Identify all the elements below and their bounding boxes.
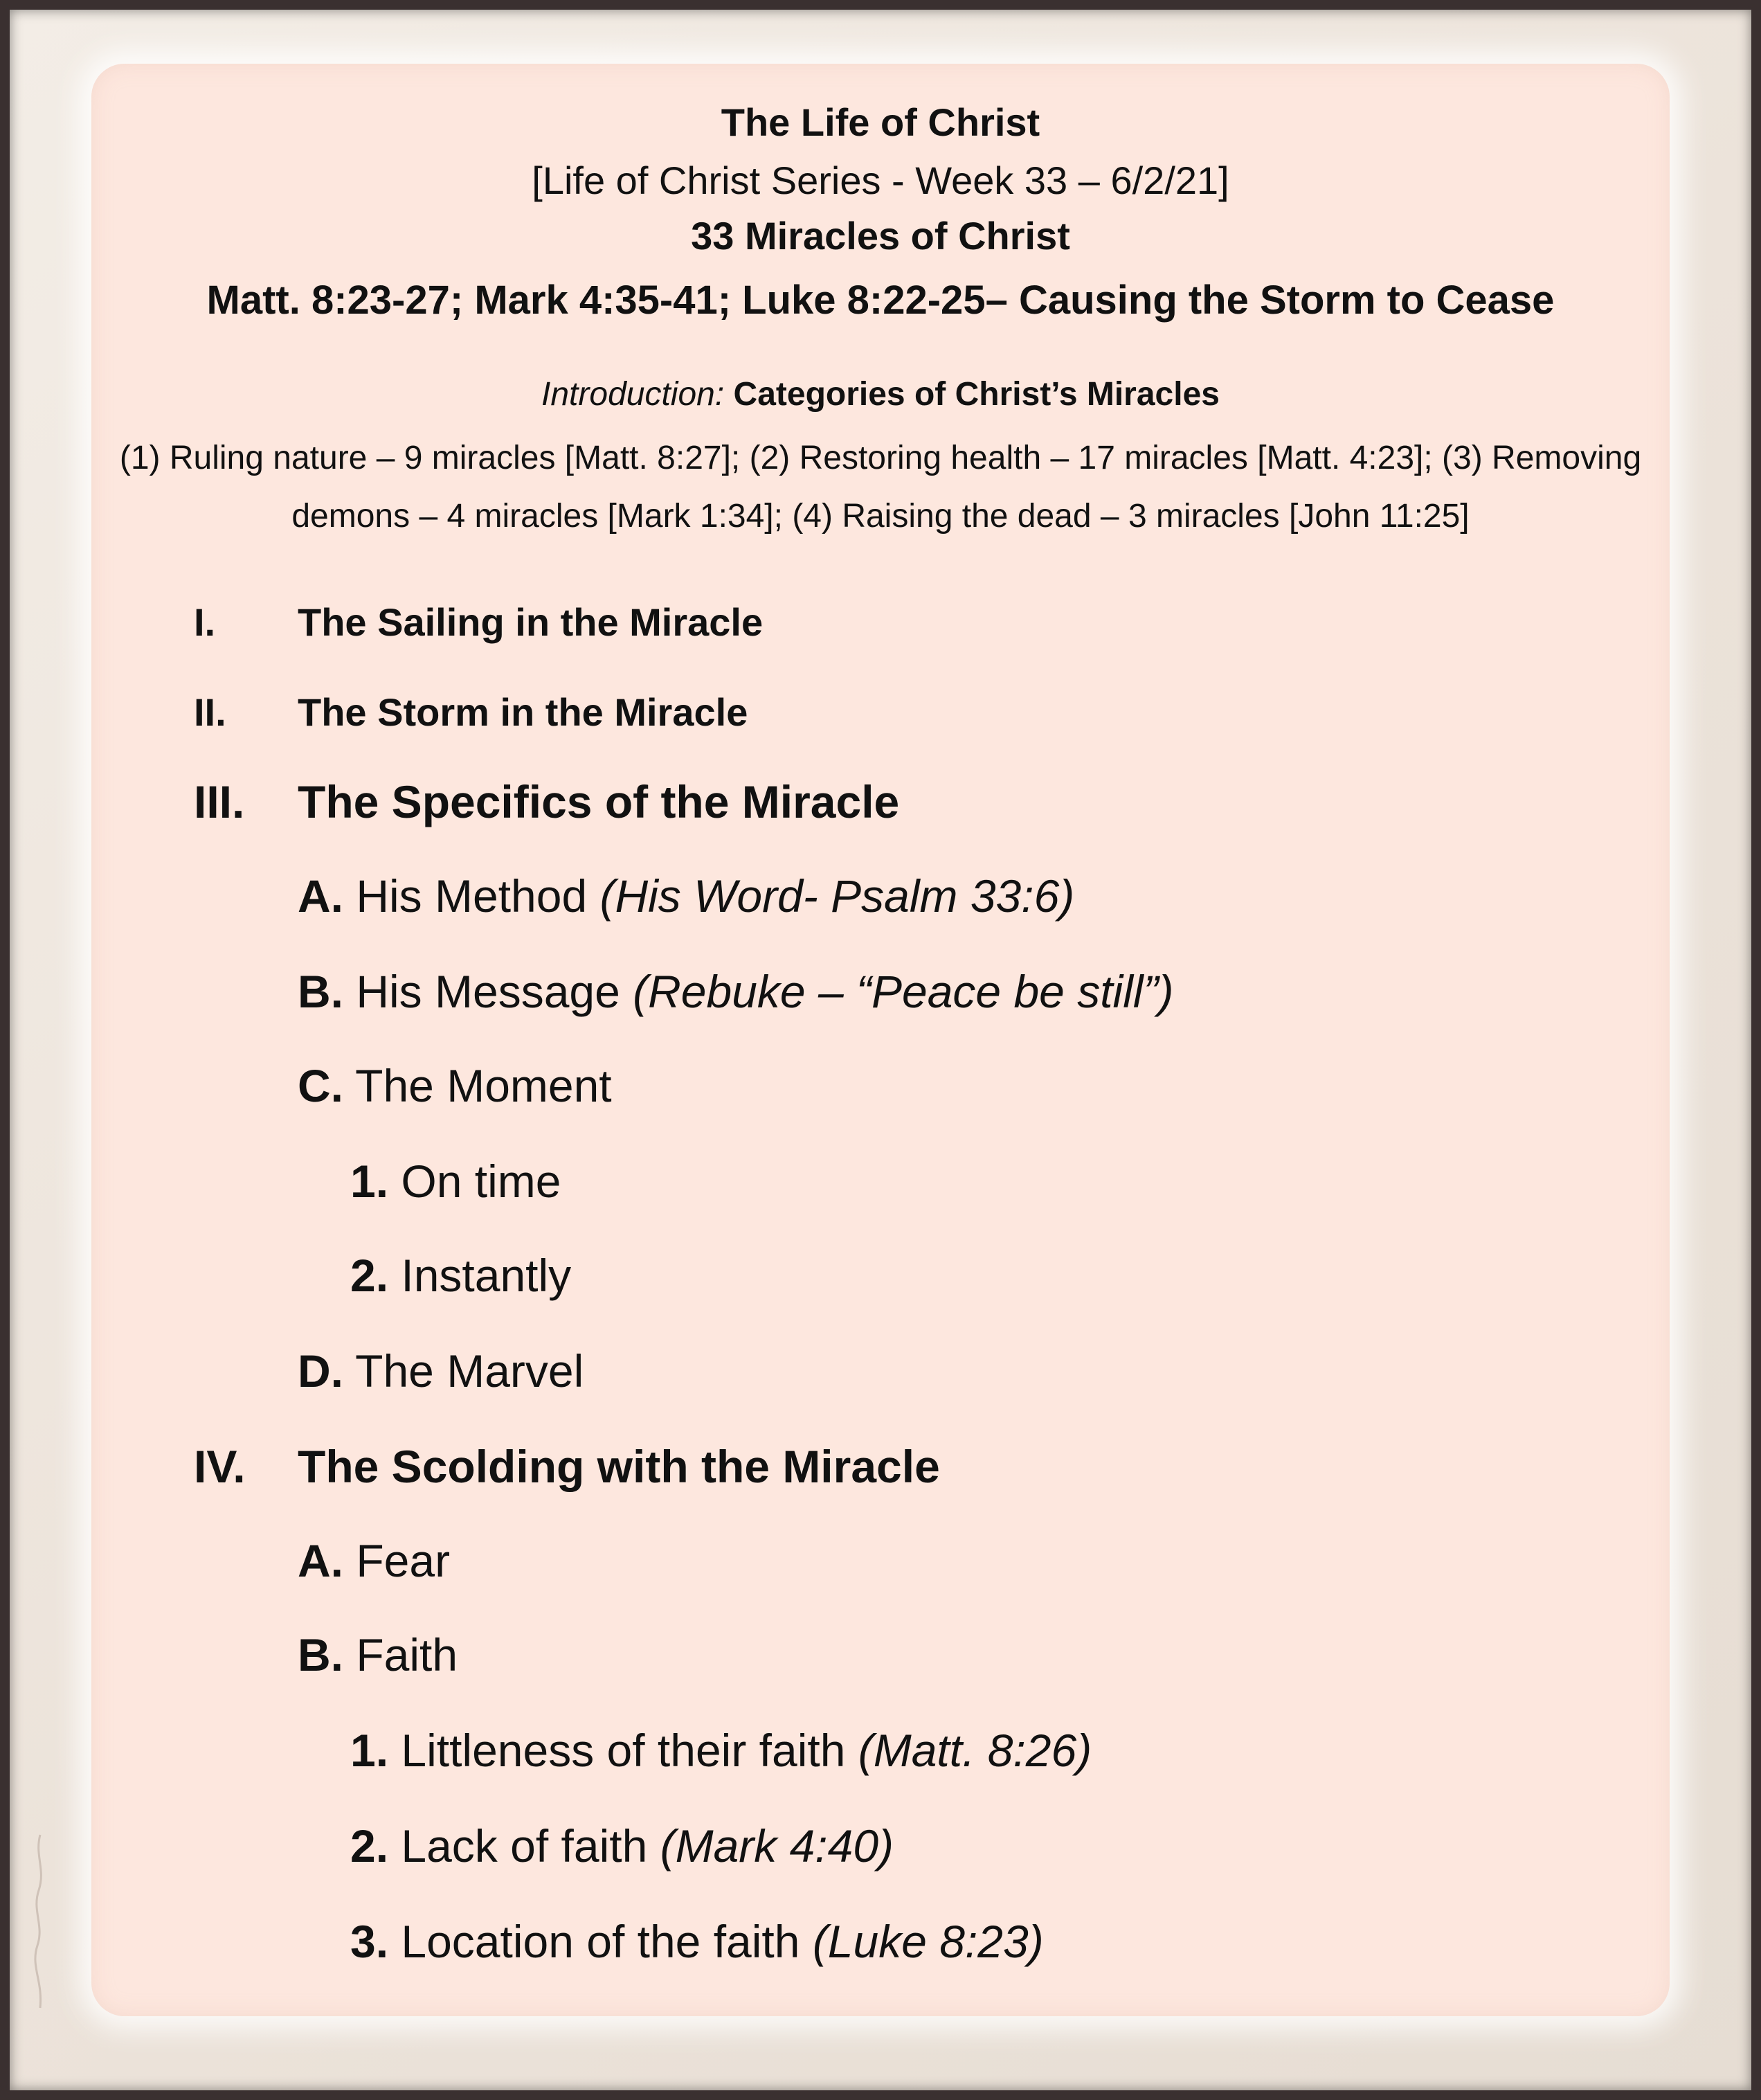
outline-item-iii-c-1	[350, 1155, 561, 1208]
outline-text: Location of the faith	[401, 1916, 813, 1967]
scripture-reference: (Luke 8:23)	[812, 1916, 1044, 1967]
outline-marker: 1.	[350, 1725, 389, 1776]
document-title: The Life of Christ	[721, 100, 1040, 144]
outline-text: The Marvel	[355, 1345, 584, 1397]
outline-marker: A.	[298, 1535, 343, 1586]
outline-text: Littleness of their faith	[401, 1725, 858, 1776]
scripture-reference: (Rebuke – “Peace be still”)	[633, 966, 1174, 1017]
scripture-reference: (Mark 4:40)	[660, 1820, 894, 1872]
outline-marker: III.	[194, 776, 245, 827]
outline-marker: II.	[194, 690, 226, 734]
outline-marker: I.	[194, 600, 216, 644]
outline-item-iv-b-1	[350, 1724, 1092, 1777]
outline-item-iii-d	[298, 1345, 584, 1397]
scripture-reference: (His Word- Psalm 33:6)	[599, 870, 1075, 922]
outline-marker: B.	[298, 966, 343, 1017]
scripture-reference: (Matt. 8:26)	[858, 1725, 1092, 1776]
outline-text: The Storm in the Miracle	[298, 690, 748, 734]
outline-text: Lack of faith	[401, 1820, 660, 1872]
outline-item-iv-b-2	[350, 1820, 894, 1872]
paper-panel	[91, 64, 1670, 2016]
outline-text: The Sailing in the Miracle	[298, 600, 764, 644]
series-line: [Life of Christ Series - Week 33 – 6/2/21]	[532, 159, 1229, 202]
introduction-categories: (1) Ruling nature – 9 miracles [Matt. 8:27]; (2) Restoring health – 17 miracles [Matt. 4:23]; (3) Removing demons – 4 miracles [Mark 1:34]; (4) Raising the dead – 3 miracles [John 11:25]	[119, 440, 1642, 535]
outline-text: On time	[401, 1156, 561, 1207]
outline-item-iii-c-2	[350, 1249, 571, 1302]
outline-text: Instantly	[401, 1250, 572, 1301]
introduction-categories-title: Categories of Christ’s Miracles	[733, 376, 1220, 413]
outline-marker: 3.	[350, 1916, 389, 1967]
outline-item-iii-c	[298, 1059, 612, 1112]
outline-marker: IV.	[194, 1441, 246, 1492]
outline-text: The Scolding with the Miracle	[298, 1441, 940, 1492]
outline-marker: 2.	[350, 1250, 389, 1301]
outline-marker: 1.	[350, 1156, 389, 1207]
outline-text: His Message	[356, 966, 633, 1017]
outline-item-iv-b	[298, 1628, 458, 1681]
outline-marker: B.	[298, 1629, 343, 1680]
signature-mark-icon	[28, 1828, 53, 2036]
outline-text: Fear	[356, 1535, 451, 1586]
outline-marker: C.	[298, 1060, 343, 1111]
outline-item-iv-b-3	[350, 1915, 1044, 1968]
outline-text: The Specifics of the Miracle	[298, 776, 900, 827]
introduction-heading	[0, 375, 1761, 413]
outline-marker: A.	[298, 870, 343, 922]
topic-line: 33 Miracles of Christ	[691, 214, 1070, 258]
outline-text: The Moment	[355, 1060, 612, 1111]
outline-item-iii-a	[298, 870, 1074, 922]
outline-marker: D.	[298, 1345, 343, 1397]
outline-marker: 2.	[350, 1820, 389, 1872]
outline-text: Faith	[356, 1629, 458, 1680]
passage-line: Matt. 8:23-27; Mark 4:35-41; Luke 8:22-25– Causing the Storm to Cease	[206, 278, 1555, 323]
outline-item-iii-b	[298, 965, 1174, 1018]
outline-text: His Method	[356, 870, 600, 922]
outline-item-iv-a	[298, 1534, 450, 1587]
introduction-label: Introduction:	[541, 376, 725, 413]
